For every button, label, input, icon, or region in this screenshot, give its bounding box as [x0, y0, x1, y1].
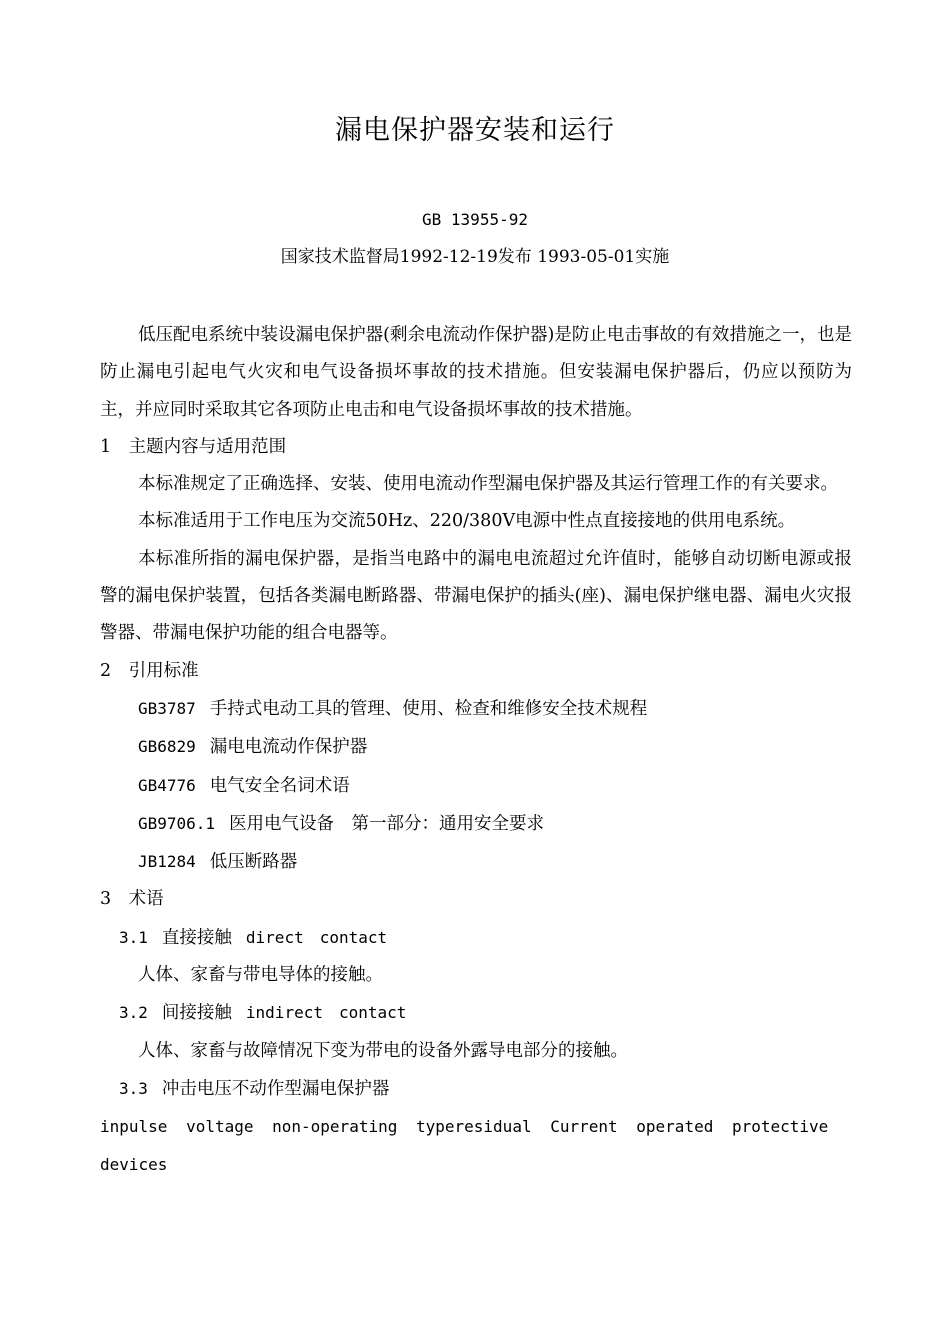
- reference-title: 漏电电流动作保护器: [209, 737, 368, 758]
- reference-item: [100, 767, 852, 805]
- section-1-paragraph-3: 本标准所指的漏电保护器，是指当电路中的漏电电流超过允许值时，能够自动切断电源或报警的漏电保护装置，包括各类漏电断路器、带漏电保护的插头(座)、漏电保护继电器、漏电火灾报警器、带漏电保护功能的组合电器等。: [100, 548, 852, 644]
- reference-title: 低压断路器: [209, 852, 298, 873]
- reference-code: GB9706.1: [138, 813, 216, 833]
- term-name: 直接接触: [161, 927, 232, 948]
- standard-number: GB 13955-92: [422, 210, 528, 229]
- term-3-1-heading: [100, 919, 852, 957]
- term-3-1-definition: 人体、家畜与带电导体的接触。: [138, 965, 383, 986]
- term-english: direct contact: [245, 927, 388, 947]
- section-1-paragraph-1: 本标准规定了正确选择、安装、使用电流动作型漏电保护器及其运行管理工作的有关要求。: [138, 474, 838, 495]
- reference-item: [100, 805, 852, 843]
- document-title: 漏电保护器安装和运行: [335, 115, 615, 146]
- issue-line: 国家技术监督局1992-12-19发布 1993-05-01实施: [280, 247, 670, 267]
- reference-code: GB6829: [138, 737, 196, 757]
- reference-item: [100, 728, 852, 766]
- reference-item: [100, 690, 852, 728]
- term-number: 3.1: [119, 927, 148, 947]
- reference-title: 电气安全名词术语: [209, 775, 350, 796]
- term-name: 冲击电压不动作型漏电保护器: [161, 1078, 390, 1099]
- section-3-heading: 3 术语: [100, 889, 164, 910]
- term-3-2-heading: [100, 994, 852, 1032]
- intro-paragraph: 低压配电系统中装设漏电保护器(剩余电流动作保护器)是防止电击事故的有效措施之一，也是防止漏电引起电气火灾和电气设备损坏事故的技术措施。但安装漏电保护器后，仍应以预防为主，并应同时采取其它各项防止电击和电气设备损坏事故的技术措施。: [100, 325, 852, 420]
- reference-code: GB3787: [138, 698, 196, 718]
- term-english: indirect contact: [245, 1003, 407, 1023]
- reference-item: [100, 843, 852, 881]
- term-3-2-definition: 人体、家畜与故障情况下变为带电的设备外露导电部分的接触。: [138, 1040, 628, 1061]
- document-body: [100, 317, 852, 1183]
- reference-code: JB1284: [138, 852, 196, 872]
- section-1-heading: 1 主题内容与适用范围: [100, 436, 287, 457]
- term-name: 间接接触: [161, 1003, 232, 1024]
- section-2-heading: 2 引用标准: [100, 660, 199, 681]
- term-3-3-english: inpulse voltage non-operating typeresidual Current operated protective devices: [100, 1117, 829, 1174]
- term-number: 3.2: [119, 1003, 148, 1023]
- reference-title: 手持式电动工具的管理、使用、检查和维修安全技术规程: [209, 698, 648, 719]
- section-1-paragraph-2: 本标准适用于工作电压为交流50Hz、220/380V电源中性点直接接地的供用电系统。: [138, 511, 796, 532]
- reference-title: 医用电气设备 第一部分：通用安全要求: [229, 813, 545, 834]
- reference-code: GB4776: [138, 775, 196, 795]
- term-3-3-heading: [100, 1070, 852, 1108]
- term-number: 3.3: [119, 1078, 148, 1098]
